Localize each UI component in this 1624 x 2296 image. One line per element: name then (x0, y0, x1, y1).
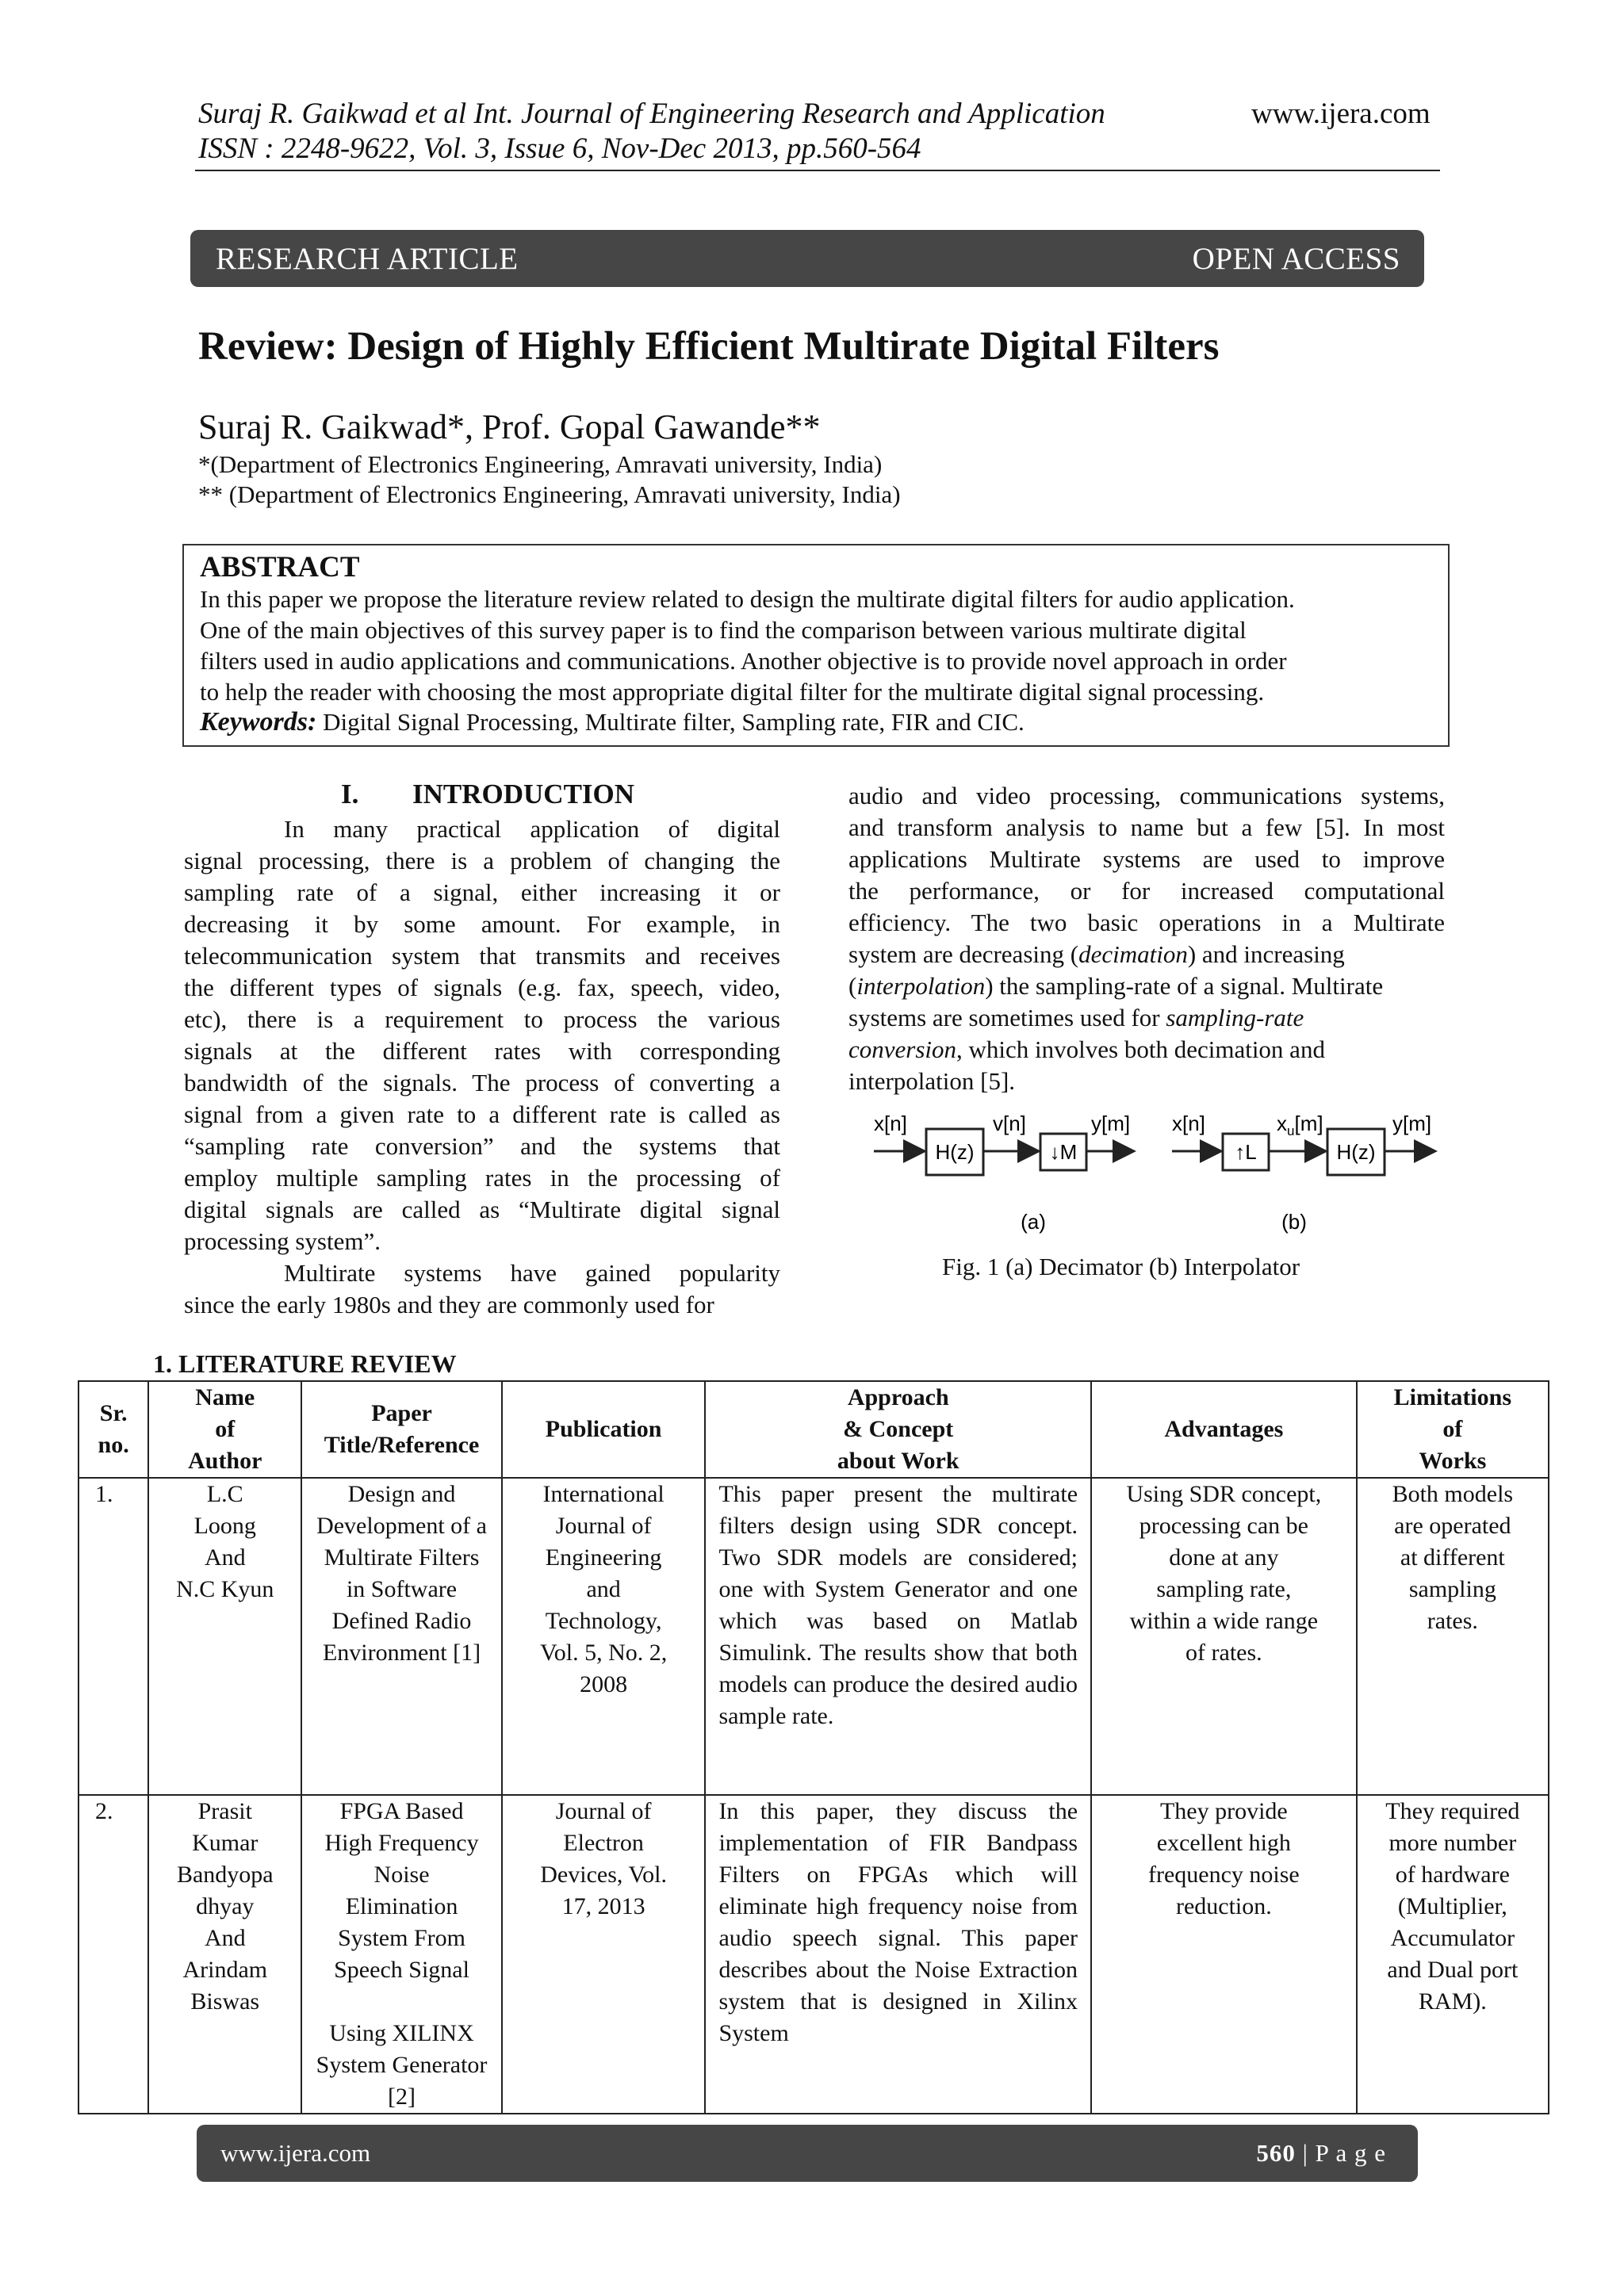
intro-right-line: and transform analysis to name but a few [5]. In most (848, 813, 1445, 841)
cell-sr: 2. (79, 1795, 148, 2114)
abstract-line: In this paper we propose the literature review related to design the multirate digital filters for audio application. (200, 585, 1295, 613)
cell-line: 2008 (580, 1671, 628, 1697)
literature-review-table (78, 1380, 1549, 2114)
author-list: Suraj R. Gaikwad*, Prof. Gopal Gawande** (198, 408, 821, 446)
keywords-line (200, 707, 1025, 737)
col-header-line: no. (98, 1432, 129, 1458)
cell-line: of rates. (1185, 1640, 1262, 1666)
cell-line: And (204, 1925, 246, 1951)
literature-review-heading: 1. LITERATURE REVIEW (153, 1349, 457, 1378)
cell-line: 17, 2013 (561, 1893, 645, 1919)
intro-left-line: the different types of signals (e.g. fax, speech, video, (184, 974, 780, 1001)
keywords-text: Digital Signal Processing, Multirate filter, Sampling rate, FIR and CIC. (323, 708, 1025, 736)
intro-right-line: audio and video processing, communications systems, (848, 782, 1445, 809)
cell-line: Using SDR concept, (1126, 1481, 1322, 1507)
research-article-label: RESEARCH ARTICLE (216, 242, 519, 276)
article-type-banner (190, 230, 1424, 287)
intro-left-line: In many practical application of digital (284, 815, 780, 843)
cell-line: Using XILINX (329, 2020, 474, 2046)
intro-right-line: the performance, or for increased computational (848, 877, 1445, 905)
col-header-line: Approach (847, 1384, 949, 1410)
col-header-line: Limitations (1393, 1384, 1512, 1410)
cell-line: Design and (347, 1481, 456, 1507)
abstract-heading: ABSTRACT (200, 551, 360, 584)
col-header-line: Sr. (99, 1400, 128, 1426)
cell-line: in Software (346, 1576, 458, 1602)
cell-title (301, 1795, 502, 2114)
cell-line: dhyay (196, 1893, 255, 1919)
cell-title (301, 1478, 502, 1795)
decimator-output-label: y[m] (1091, 1112, 1131, 1135)
intro-left-line: employ multiple sampling rates in the processing of (184, 1164, 780, 1192)
cell-line: Biswas (190, 1988, 260, 2015)
cell-sr: 1. (79, 1478, 148, 1795)
intro-heading-number: I. (341, 779, 359, 809)
cell-line: Development of a (316, 1513, 487, 1539)
cell-limitations (1357, 1795, 1549, 2114)
decimator-filter-label: H(z) (935, 1140, 975, 1164)
cell-line: processing can be (1139, 1513, 1308, 1539)
col-header-line: Publication (545, 1416, 662, 1442)
col-header-limitations (1357, 1381, 1549, 1478)
cell-line: Both models (1392, 1481, 1514, 1507)
cell-line: Accumulator (1390, 1925, 1515, 1951)
cell-limitations (1357, 1478, 1549, 1795)
intro-right-line: (interpolation) the sampling-rate of a signal. Multirate (848, 972, 1384, 1000)
cell-line: Electron (563, 1830, 644, 1856)
keywords-label: Keywords: (200, 707, 317, 737)
cell-line: sampling (1408, 1576, 1496, 1602)
cell-publication (502, 1795, 706, 2114)
footer-page-number: 560 | P a g e (1256, 2139, 1386, 2167)
cell-line: Devices, Vol. (540, 1862, 667, 1888)
figure-1-caption: Fig. 1 (a) Decimator (b) Interpolator (942, 1253, 1300, 1280)
upsampler-label: ↑L (1235, 1140, 1257, 1164)
cell-line: more number (1388, 1830, 1517, 1856)
table-row (79, 1795, 1549, 2114)
cell-line: excellent high (1156, 1830, 1291, 1856)
cell-line: Technology, (545, 1608, 662, 1634)
col-header-line: Title/Reference (324, 1432, 480, 1458)
cell-line: are operated (1394, 1513, 1511, 1539)
col-header-line: about Work (837, 1448, 959, 1474)
running-header-url[interactable]: www.ijera.com (1251, 98, 1431, 130)
cell-line: Arindam (182, 1957, 268, 1983)
cell-line: N.C Kyun (176, 1576, 274, 1602)
interpolator-mid-label: $x_u[m]$ (1277, 1112, 1323, 1138)
cell-line: Kumar (192, 1830, 259, 1856)
intro-right-line: applications Multirate systems are used to improve (848, 845, 1445, 873)
interpolator-diagram (1172, 1112, 1435, 1234)
cell-line: Noise Elimination (345, 1862, 458, 1919)
cell-line: Journal of (555, 1513, 652, 1539)
col-header-line: Works (1419, 1448, 1487, 1474)
intro-heading: INTRODUCTION (412, 779, 635, 809)
cell-line: Bandyopa (176, 1862, 274, 1888)
downsampler-label: ↓M (1049, 1140, 1078, 1164)
cell-line: International (542, 1481, 665, 1507)
interpolator-output-label: y[m] (1392, 1112, 1432, 1135)
col-header-line: of (215, 1416, 236, 1442)
intro-left-line: sampling rate of a signal, either increasing it or (184, 878, 780, 906)
cell-line: reduction. (1175, 1893, 1272, 1919)
cell-author (148, 1478, 301, 1795)
abstract-box (182, 544, 1450, 747)
affiliation-2: ** (Department of Electronics Engineering, Amravati university, India) (198, 480, 901, 508)
intro-right-line: interpolation [5]. (848, 1067, 1016, 1095)
col-header-publication (502, 1381, 706, 1478)
table-header-row (79, 1381, 1549, 1478)
interpolator-filter-label: H(z) (1336, 1140, 1376, 1164)
col-header-line: Paper (371, 1400, 432, 1426)
cell-line: Engineering (545, 1544, 662, 1571)
cell-line: Multirate Filters (324, 1544, 480, 1571)
col-header-approach (705, 1381, 1091, 1478)
cell-advantages (1091, 1795, 1357, 2114)
cell-publication (502, 1478, 706, 1795)
intro-left-line: since the early 1980s and they are commonly used for (184, 1291, 714, 1318)
running-header-issn: ISSN : 2248-9622, Vol. 3, Issue 6, Nov-Dec 2013, pp.560-564 (198, 132, 921, 165)
decimator-diagram (874, 1112, 1134, 1234)
intro-right-line: systems are sometimes used for sampling-rate (848, 1004, 1304, 1031)
cell-line: within a wide range (1129, 1608, 1319, 1634)
page-footer (197, 2125, 1418, 2182)
cell-line: done at any (1169, 1544, 1279, 1571)
cell-line: frequency noise (1147, 1862, 1300, 1888)
footer-url[interactable]: www.ijera.com (220, 2139, 371, 2167)
cell-approach: This paper present the multirate filters design using SDR concept. Two SDR models are considered; one with System Generator and one which was based on Matlab Simulink. The results show that both models can produce the desired audio sample rate. (705, 1478, 1091, 1795)
interpolator-input-label: x[n] (1172, 1112, 1205, 1135)
cell-line: Loong (193, 1513, 256, 1539)
col-header-line: Name (195, 1384, 255, 1410)
col-header-line: Author (188, 1448, 262, 1474)
intro-left-line: signals at the different rates with corresponding (184, 1037, 780, 1065)
cell-line: Environment [1] (322, 1640, 481, 1666)
decimator-mid-label: v[n] (993, 1112, 1026, 1135)
col-header-advantages (1091, 1381, 1357, 1478)
decimator-input-label: x[n] (874, 1112, 907, 1135)
open-access-label: OPEN ACCESS (1192, 242, 1400, 276)
cell-line: High Frequency (324, 1830, 479, 1856)
cell-line: Journal of (555, 1798, 652, 1824)
cell-line: They required (1385, 1798, 1520, 1824)
figure-1-block-diagrams (856, 1110, 1459, 1261)
intro-left-line: bandwidth of the signals. The process of converting a (184, 1069, 780, 1096)
cell-line: (Multiplier, (1397, 1893, 1507, 1919)
cell-line: Vol. 5, No. 2, (539, 1640, 668, 1666)
col-header-title (301, 1381, 502, 1478)
cell-line: They provide (1159, 1798, 1288, 1824)
col-header-line: of (1442, 1416, 1463, 1442)
cell-line: and Dual port (1387, 1957, 1519, 1983)
intro-left-line: processing system”. (184, 1227, 381, 1255)
cell-line: FPGA Based (339, 1798, 464, 1824)
cell-line: Defined Radio (331, 1608, 472, 1634)
cell-line: [2] (388, 2084, 416, 2110)
intro-right-line: efficiency. The two basic operations in a Multirate (848, 909, 1445, 936)
cell-approach: In this paper, they discuss the implementation of FIR Bandpass Filters on FPGAs which will eliminate high frequency noise from audio speech signal. This paper describes about the Noise Extraction system that is designed in Xilinx System (705, 1795, 1091, 2114)
cell-advantages (1091, 1478, 1357, 1795)
header-rule (195, 170, 1440, 171)
decimator-tag: (a) (1021, 1210, 1046, 1234)
abstract-line: filters used in audio applications and communications. Another objective is to provide novel approach in order (200, 647, 1287, 675)
paper-title: Review: Design of Highly Efficient Multirate Digital Filters (198, 324, 1220, 369)
cell-author (148, 1795, 301, 2114)
intro-left-line: etc), there is a requirement to process the various (184, 1005, 780, 1033)
table-row (79, 1478, 1549, 1795)
cell-line: rates. (1427, 1608, 1478, 1634)
intro-left-line: Multirate systems have gained popularity (284, 1259, 780, 1287)
cell-line: System Generator (316, 2052, 488, 2078)
cell-line: sampling rate, (1156, 1576, 1292, 1602)
abstract-line: One of the main objectives of this survey paper is to find the comparison between various multirate digital (200, 616, 1247, 644)
cell-line: of hardware (1395, 1862, 1510, 1888)
affiliation-1: *(Department of Electronics Engineering, Amravati university, India) (198, 450, 883, 478)
cell-line: System From (338, 1925, 465, 1951)
cell-line: and (586, 1576, 621, 1602)
col-header-line: Advantages (1164, 1416, 1284, 1442)
cell-line: And (204, 1544, 246, 1571)
interpolator-tag: (b) (1281, 1210, 1307, 1234)
intro-left-line: telecommunication system that transmits and receives (184, 942, 780, 970)
cell-line: Prasit (197, 1798, 252, 1824)
intro-left-line: “sampling rate conversion” and the systems that (184, 1132, 780, 1160)
intro-left-line: digital signals are called as “Multirate digital signal (184, 1196, 780, 1223)
intro-right-line: conversion, which involves both decimation and (848, 1035, 1325, 1063)
cell-line: RAM). (1418, 1988, 1487, 2015)
running-header-journal: Suraj R. Gaikwad et al Int. Journal of Engineering Research and Application (198, 98, 1105, 130)
cell-line: at different (1400, 1544, 1505, 1571)
col-header-sr-no (79, 1381, 148, 1478)
intro-left-line: signal processing, there is a problem of changing the (184, 847, 780, 874)
abstract-line: to help the reader with choosing the most appropriate digital filter for the multirate digital signal processing. (200, 678, 1265, 706)
col-header-author (148, 1381, 301, 1478)
intro-right-line: system are decreasing (decimation) and increasing (848, 940, 1345, 968)
intro-left-line: signal from a given rate to a different rate is called as (184, 1100, 780, 1128)
intro-left-line: decreasing it by some amount. For example, in (184, 910, 780, 938)
cell-line: Speech Signal (334, 1957, 469, 1983)
cell-line: L.C (206, 1481, 243, 1507)
col-header-line: & Concept (843, 1416, 954, 1442)
